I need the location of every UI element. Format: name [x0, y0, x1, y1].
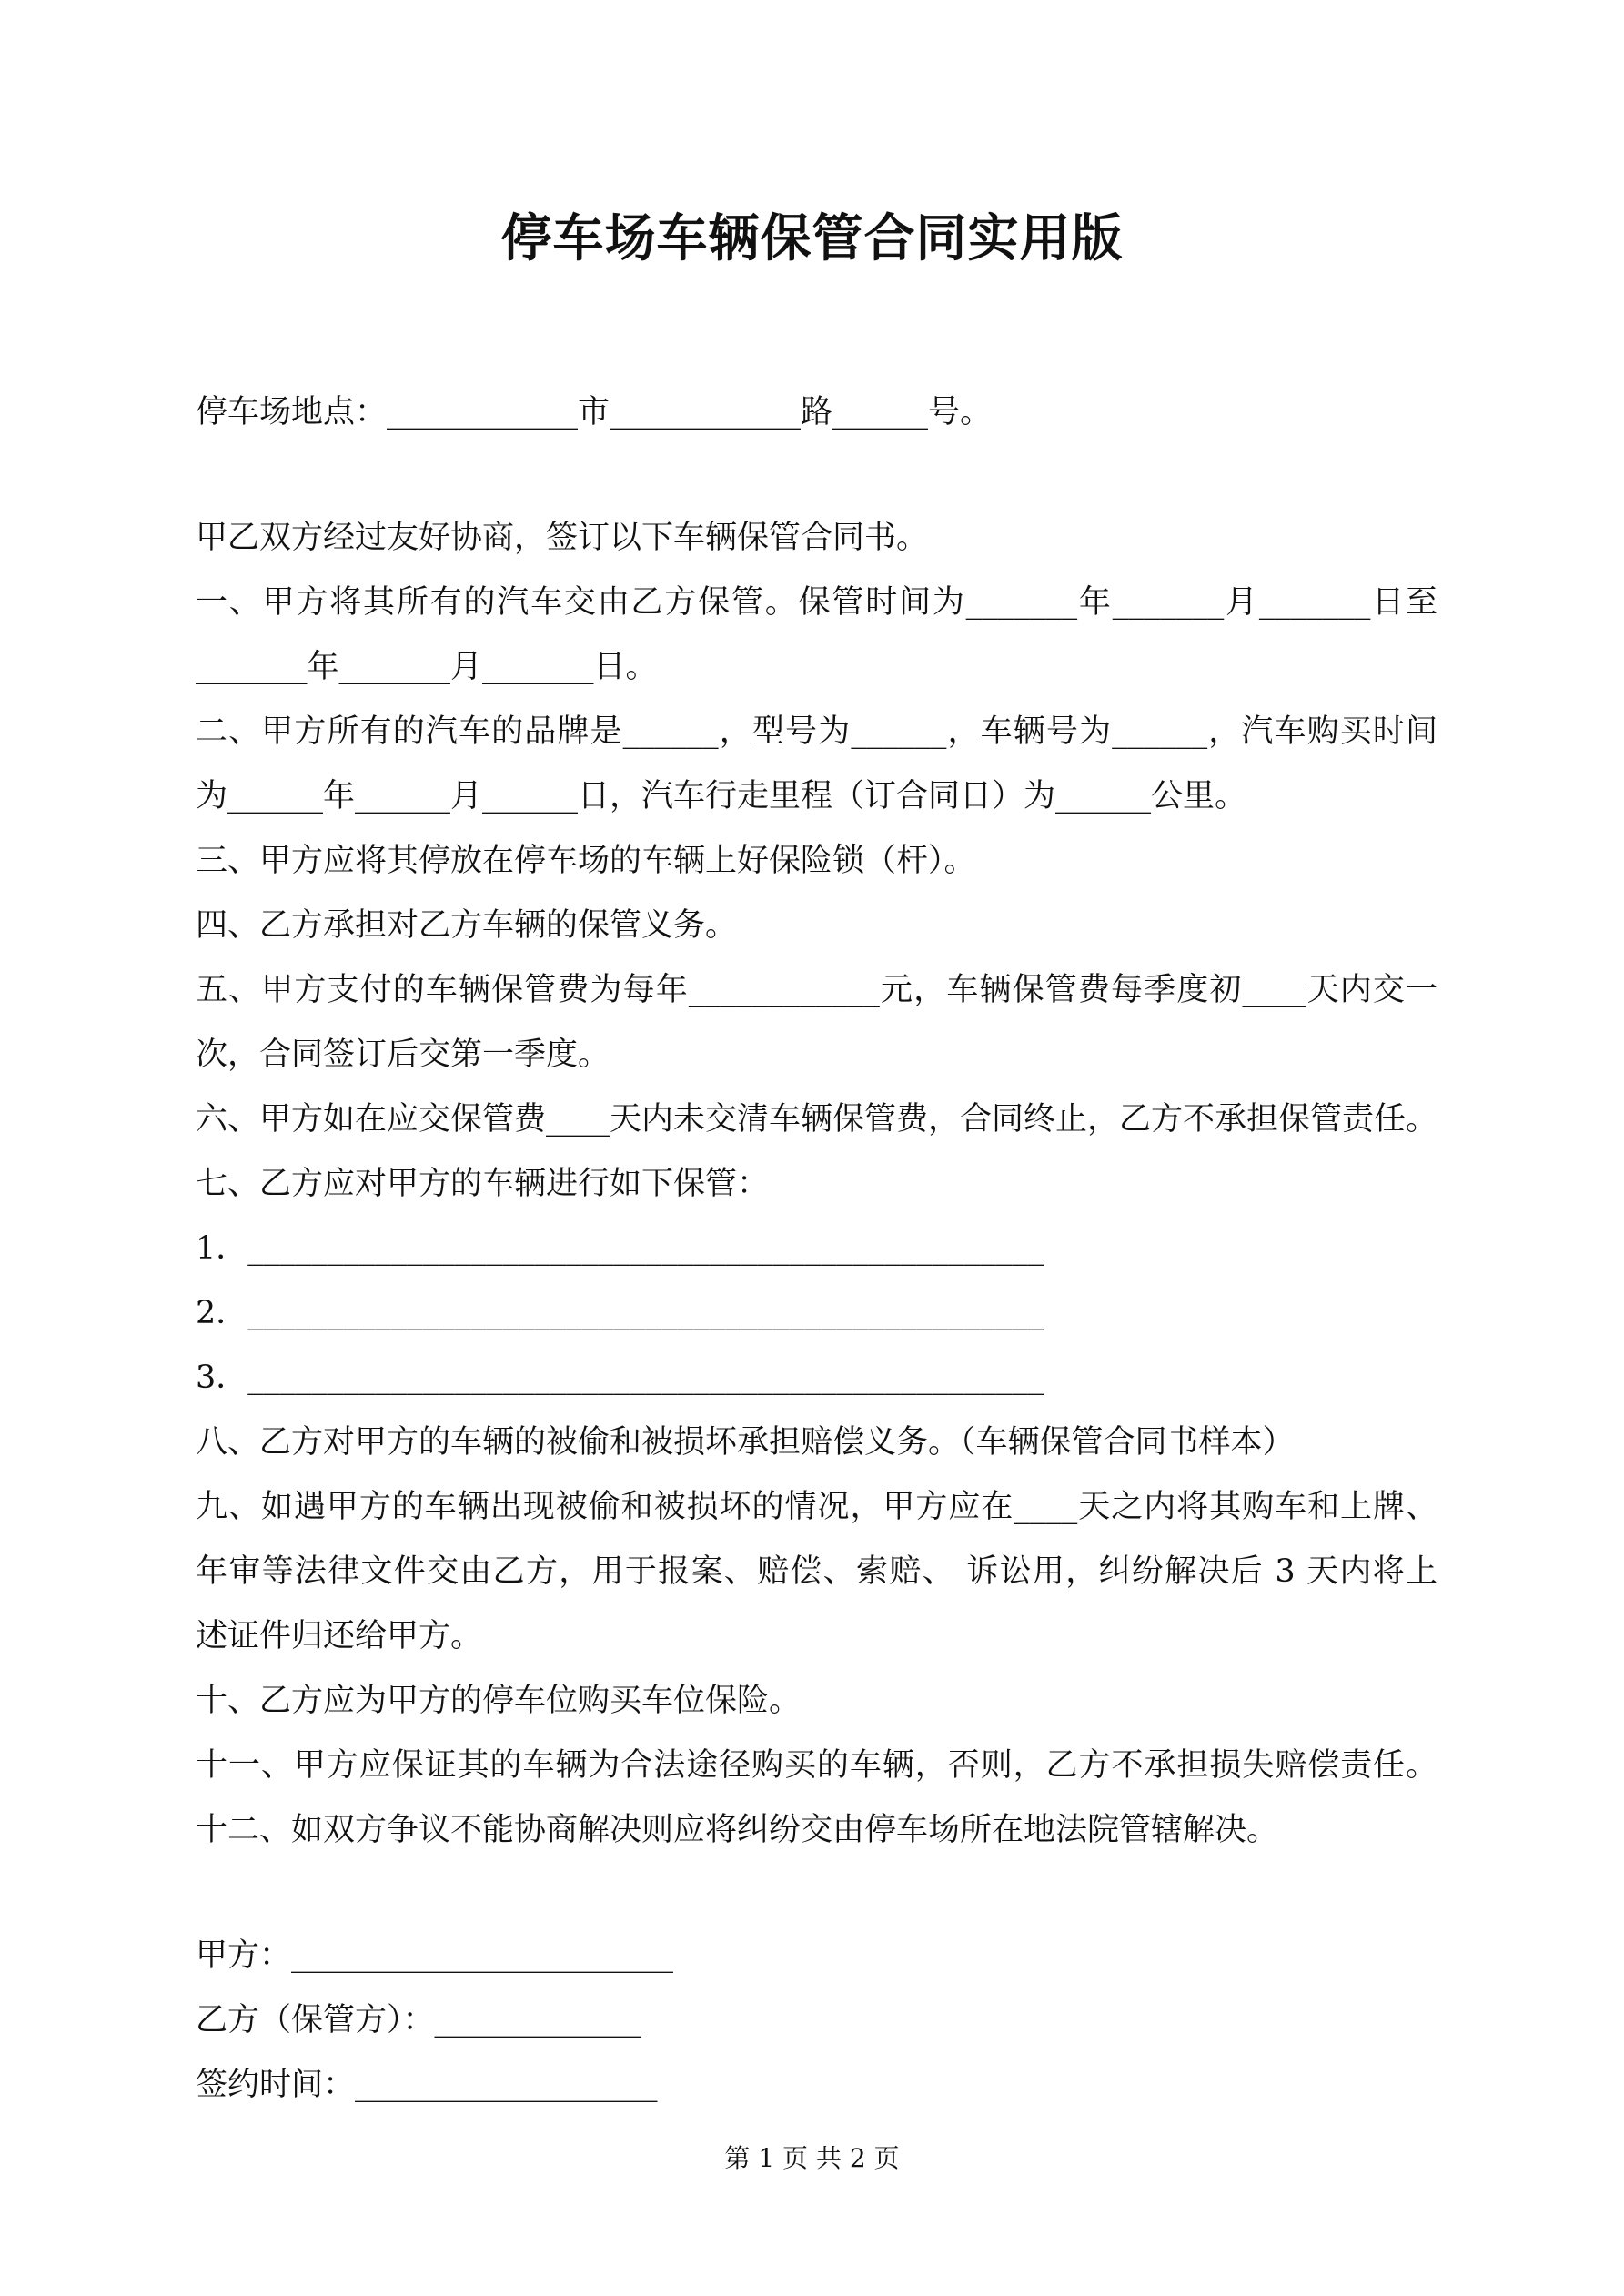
intro-paragraph: 甲乙双方经过友好协商，签订以下车辆保管合同书。 — [196, 520, 929, 556]
clause-7-item-2: 2．__________________________________________________ — [196, 1295, 1044, 1331]
clause-5-line-1: 五、甲方支付的车辆保管费为每年____________元，车辆保管费每季度初____天内交一 — [196, 972, 1437, 1008]
clause-4: 四、乙方承担对乙方车辆的保管义务。 — [196, 907, 738, 944]
signing-date: 签约时间：___________________ — [196, 2067, 658, 2103]
parking-location-line: 停车场地点：____________市____________路______号。 — [196, 394, 993, 430]
clause-2-line-2: 为______年______月______日，汽车行走里程（订合同日）为______公里。 — [196, 778, 1247, 814]
clause-11: 十一、甲方应保证其的车辆为合法途径购买的车辆，否则，乙方不承担损失赔偿责任。 — [196, 1747, 1437, 1784]
clause-2-line-1: 二、甲方所有的汽车的品牌是______，型号为______，车辆号为______，汽车购买时间 — [196, 713, 1437, 750]
clause-9-line-2: 年审等法律文件交由乙方，用于报案、赔偿、索赔、 诉讼用，纠纷解决后 3 天内将上 — [196, 1553, 1437, 1590]
document-title: 停车场车辆保管合同实用版 — [500, 208, 1124, 268]
clause-9-line-3: 述证件归还给甲方。 — [196, 1618, 483, 1654]
signature-party-a: 甲方：________________________ — [196, 1937, 674, 1974]
clause-7-item-3: 3．__________________________________________________ — [196, 1360, 1044, 1396]
clause-9-line-1: 九、如遇甲方的车辆出现被偷和被损坏的情况，甲方应在____天之内将其购车和上牌、 — [196, 1489, 1437, 1525]
clause-10: 十、乙方应为甲方的停车位购买车位保险。 — [196, 1683, 802, 1719]
page-footer: 第 1 页 共 2 页 — [724, 2143, 900, 2173]
clause-3: 三、甲方应将其停放在停车场的车辆上好保险锁（杆）。 — [196, 843, 976, 879]
clause-7-item-1: 1．__________________________________________________ — [196, 1230, 1044, 1267]
clause-8: 八、乙方对甲方的车辆的被偷和被损坏承担赔偿义务。（车辆保管合同书样本） — [196, 1424, 1295, 1461]
clause-12: 十二、如双方争议不能协商解决则应将纠纷交由停车场所在地法院管辖解决。 — [196, 1812, 1279, 1848]
clause-1-line-1: 一、甲方将其所有的汽车交由乙方保管。保管时间为_______年_______月_______日至 — [196, 584, 1437, 621]
clause-1-line-2: _______年_______月_______日。 — [196, 649, 658, 685]
clause-7: 七、乙方应对甲方的车辆进行如下保管： — [196, 1166, 770, 1202]
clause-5-line-2: 次，合同签订后交第一季度。 — [196, 1037, 610, 1073]
clause-6: 六、甲方如在应交保管费____天内未交清车辆保管费，合同终止，乙方不承担保管责任。 — [196, 1101, 1438, 1138]
signature-party-b: 乙方（保管方）：_____________ — [196, 2002, 642, 2038]
